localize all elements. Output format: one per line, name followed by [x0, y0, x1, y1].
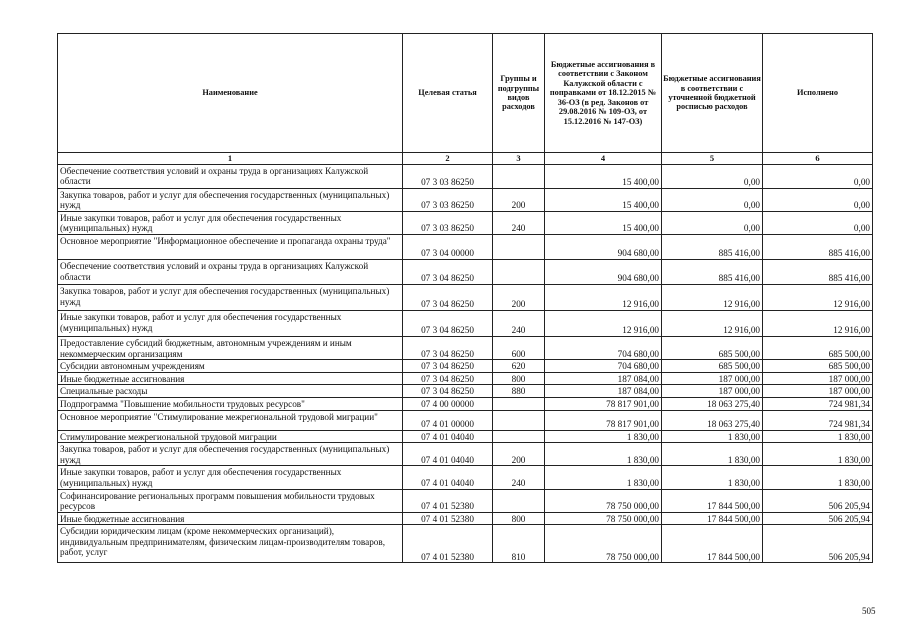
row-executed: 12 916,00	[763, 284, 873, 310]
table-row	[58, 336, 873, 359]
table-row	[58, 164, 873, 188]
row-target-article: 07 3 03 86250	[403, 188, 493, 211]
row-refined: 1 830,00	[662, 466, 763, 489]
row-expense-group: 600	[493, 336, 545, 359]
row-target-article: 07 3 04 86250	[403, 284, 493, 310]
row-target-article: 07 3 04 00000	[403, 234, 493, 259]
row-planned: 78 817 901,00	[545, 397, 662, 410]
row-planned: 187 084,00	[545, 372, 662, 385]
table-row	[58, 372, 873, 385]
row-expense-group: 200	[493, 443, 545, 466]
header-refined-allocations: Бюджетные ассигнования в соответствии с уточненной бюджетной росписью расходов	[662, 34, 763, 153]
table-row	[58, 284, 873, 310]
row-expense-group: 810	[493, 525, 545, 563]
row-executed: 724 981,34	[763, 410, 873, 430]
row-planned: 704 680,00	[545, 360, 662, 373]
row-target-article: 07 4 00 00000	[403, 397, 493, 410]
row-executed: 12 916,00	[763, 310, 873, 336]
row-executed: 1 830,00	[763, 443, 873, 466]
column-number-row	[58, 153, 873, 165]
row-executed: 885 416,00	[763, 259, 873, 284]
row-name: Софинансирование региональных программ повышения мобильности трудовых ресурсов	[58, 489, 403, 512]
row-name: Специальные расходы	[58, 385, 403, 398]
table-row	[58, 385, 873, 398]
row-target-article: 07 4 01 00000	[403, 410, 493, 430]
table-row	[58, 211, 873, 234]
row-planned: 78 750 000,00	[545, 525, 662, 563]
row-expense-group: 800	[493, 512, 545, 525]
row-name: Предоставление субсидий бюджетным, автономным учреждениям и иным некоммерческим организациям	[58, 336, 403, 359]
table-row	[58, 430, 873, 443]
row-refined: 1 830,00	[662, 430, 763, 443]
row-planned: 1 830,00	[545, 443, 662, 466]
row-target-article: 07 3 04 86250	[403, 259, 493, 284]
header-executed: Исполнено	[763, 34, 873, 153]
table-row	[58, 360, 873, 373]
row-target-article: 07 3 04 86250	[403, 372, 493, 385]
row-refined: 1 830,00	[662, 443, 763, 466]
row-refined: 17 844 500,00	[662, 525, 763, 563]
table-row	[58, 410, 873, 430]
row-name: Стимулирование межрегиональной трудовой миграции	[58, 430, 403, 443]
row-refined: 0,00	[662, 211, 763, 234]
row-executed: 0,00	[763, 211, 873, 234]
row-target-article: 07 3 04 86250	[403, 360, 493, 373]
budget-table	[57, 33, 873, 563]
column-number: 1	[58, 153, 403, 165]
row-planned: 15 400,00	[545, 211, 662, 234]
row-executed: 187 000,00	[763, 385, 873, 398]
row-executed: 506 205,94	[763, 525, 873, 563]
row-planned: 904 680,00	[545, 259, 662, 284]
header-target-article: Целевая статья	[403, 34, 493, 153]
row-executed: 685 500,00	[763, 336, 873, 359]
row-planned: 1 830,00	[545, 430, 662, 443]
row-planned: 1 830,00	[545, 466, 662, 489]
table-row	[58, 310, 873, 336]
row-name: Иные закупки товаров, работ и услуг для обеспечения государственных (муниципальных) нужд	[58, 310, 403, 336]
row-name: Обеспечение соответствия условий и охраны труда в организациях Калужской области	[58, 164, 403, 188]
row-expense-group: 200	[493, 188, 545, 211]
row-expense-group: 620	[493, 360, 545, 373]
row-executed: 1 830,00	[763, 430, 873, 443]
column-number: 5	[662, 153, 763, 165]
row-expense-group: 240	[493, 211, 545, 234]
row-planned: 15 400,00	[545, 188, 662, 211]
row-expense-group	[493, 164, 545, 188]
row-executed: 0,00	[763, 188, 873, 211]
row-expense-group: 880	[493, 385, 545, 398]
header-expense-group: Группы и подгруппы видов расходов	[493, 34, 545, 153]
row-planned: 704 680,00	[545, 336, 662, 359]
row-refined: 17 844 500,00	[662, 512, 763, 525]
row-name: Иные закупки товаров, работ и услуг для обеспечения государственных (муниципальных) нужд	[58, 211, 403, 234]
row-expense-group	[493, 259, 545, 284]
row-executed: 506 205,94	[763, 489, 873, 512]
row-target-article: 07 4 01 04040	[403, 443, 493, 466]
row-refined: 685 500,00	[662, 360, 763, 373]
row-planned: 15 400,00	[545, 164, 662, 188]
row-name: Подпрограмма "Повышение мобильности трудовых ресурсов"	[58, 397, 403, 410]
row-target-article: 07 4 01 04040	[403, 466, 493, 489]
row-planned: 904 680,00	[545, 234, 662, 259]
column-number: 2	[403, 153, 493, 165]
row-expense-group	[493, 489, 545, 512]
row-refined: 685 500,00	[662, 336, 763, 359]
row-planned: 12 916,00	[545, 310, 662, 336]
table-row	[58, 234, 873, 259]
table-row	[58, 525, 873, 563]
header-name: Наименование	[58, 34, 403, 153]
row-executed: 685 500,00	[763, 360, 873, 373]
row-refined: 18 063 275,40	[662, 397, 763, 410]
row-expense-group: 800	[493, 372, 545, 385]
row-name: Иные бюджетные ассигнования	[58, 372, 403, 385]
row-target-article: 07 3 03 86250	[403, 164, 493, 188]
row-expense-group	[493, 430, 545, 443]
row-planned: 12 916,00	[545, 284, 662, 310]
row-refined: 885 416,00	[662, 234, 763, 259]
row-name: Закупка товаров, работ и услуг для обеспечения государственных (муниципальных) нужд	[58, 284, 403, 310]
row-target-article: 07 3 04 86250	[403, 385, 493, 398]
row-target-article: 07 4 01 52380	[403, 512, 493, 525]
row-planned: 78 817 901,00	[545, 410, 662, 430]
column-number: 3	[493, 153, 545, 165]
table-row	[58, 512, 873, 525]
row-target-article: 07 3 04 86250	[403, 336, 493, 359]
row-name: Субсидии автономным учреждениям	[58, 360, 403, 373]
row-target-article: 07 4 01 52380	[403, 525, 493, 563]
header-planned-allocations: Бюджетные ассигнования в соответствии с Законом Калужской области с поправками от 18.12.2015 № 36-ОЗ (в ред. Законов от 29.08.2016 № 109-ОЗ, от 15.12.2016 № 147-ОЗ)	[545, 34, 662, 153]
row-planned: 78 750 000,00	[545, 512, 662, 525]
table-row	[58, 443, 873, 466]
column-number: 4	[545, 153, 662, 165]
page-number: 505	[862, 606, 876, 616]
row-refined: 187 000,00	[662, 372, 763, 385]
table-row	[58, 489, 873, 512]
row-expense-group: 240	[493, 466, 545, 489]
row-executed: 187 000,00	[763, 372, 873, 385]
row-refined: 12 916,00	[662, 310, 763, 336]
row-executed: 506 205,94	[763, 512, 873, 525]
row-name: Закупка товаров, работ и услуг для обеспечения государственных (муниципальных) нужд	[58, 188, 403, 211]
row-planned: 78 750 000,00	[545, 489, 662, 512]
row-name: Основное мероприятие "Стимулирование межрегиональной трудовой миграции"	[58, 410, 403, 430]
table-row	[58, 259, 873, 284]
row-name: Иные закупки товаров, работ и услуг для обеспечения государственных (муниципальных) нужд	[58, 466, 403, 489]
table-row	[58, 188, 873, 211]
row-target-article: 07 3 03 86250	[403, 211, 493, 234]
row-refined: 17 844 500,00	[662, 489, 763, 512]
row-executed: 1 830,00	[763, 466, 873, 489]
row-refined: 18 063 275,40	[662, 410, 763, 430]
row-target-article: 07 3 04 86250	[403, 310, 493, 336]
table-row	[58, 466, 873, 489]
row-executed: 885 416,00	[763, 234, 873, 259]
row-refined: 187 000,00	[662, 385, 763, 398]
row-executed: 0,00	[763, 164, 873, 188]
row-executed: 724 981,34	[763, 397, 873, 410]
row-expense-group: 200	[493, 284, 545, 310]
row-name: Субсидии юридическим лицам (кроме некоммерческих организаций), индивидуальным предпринимателям, физическим лицам-производителям товаров, работ, услуг	[58, 525, 403, 563]
row-refined: 885 416,00	[662, 259, 763, 284]
row-planned: 187 084,00	[545, 385, 662, 398]
row-expense-group	[493, 234, 545, 259]
row-refined: 0,00	[662, 188, 763, 211]
row-expense-group	[493, 397, 545, 410]
row-expense-group: 240	[493, 310, 545, 336]
row-name: Обеспечение соответствия условий и охраны труда в организациях Калужской области	[58, 259, 403, 284]
row-target-article: 07 4 01 04040	[403, 430, 493, 443]
row-name: Закупка товаров, работ и услуг для обеспечения государственных (муниципальных) нужд	[58, 443, 403, 466]
table-row	[58, 397, 873, 410]
row-name: Иные бюджетные ассигнования	[58, 512, 403, 525]
row-expense-group	[493, 410, 545, 430]
header-row	[58, 34, 873, 153]
row-refined: 12 916,00	[662, 284, 763, 310]
column-number: 6	[763, 153, 873, 165]
row-target-article: 07 4 01 52380	[403, 489, 493, 512]
row-refined: 0,00	[662, 164, 763, 188]
row-name: Основное мероприятие "Информационное обеспечение и пропаганда охраны труда"	[58, 234, 403, 259]
